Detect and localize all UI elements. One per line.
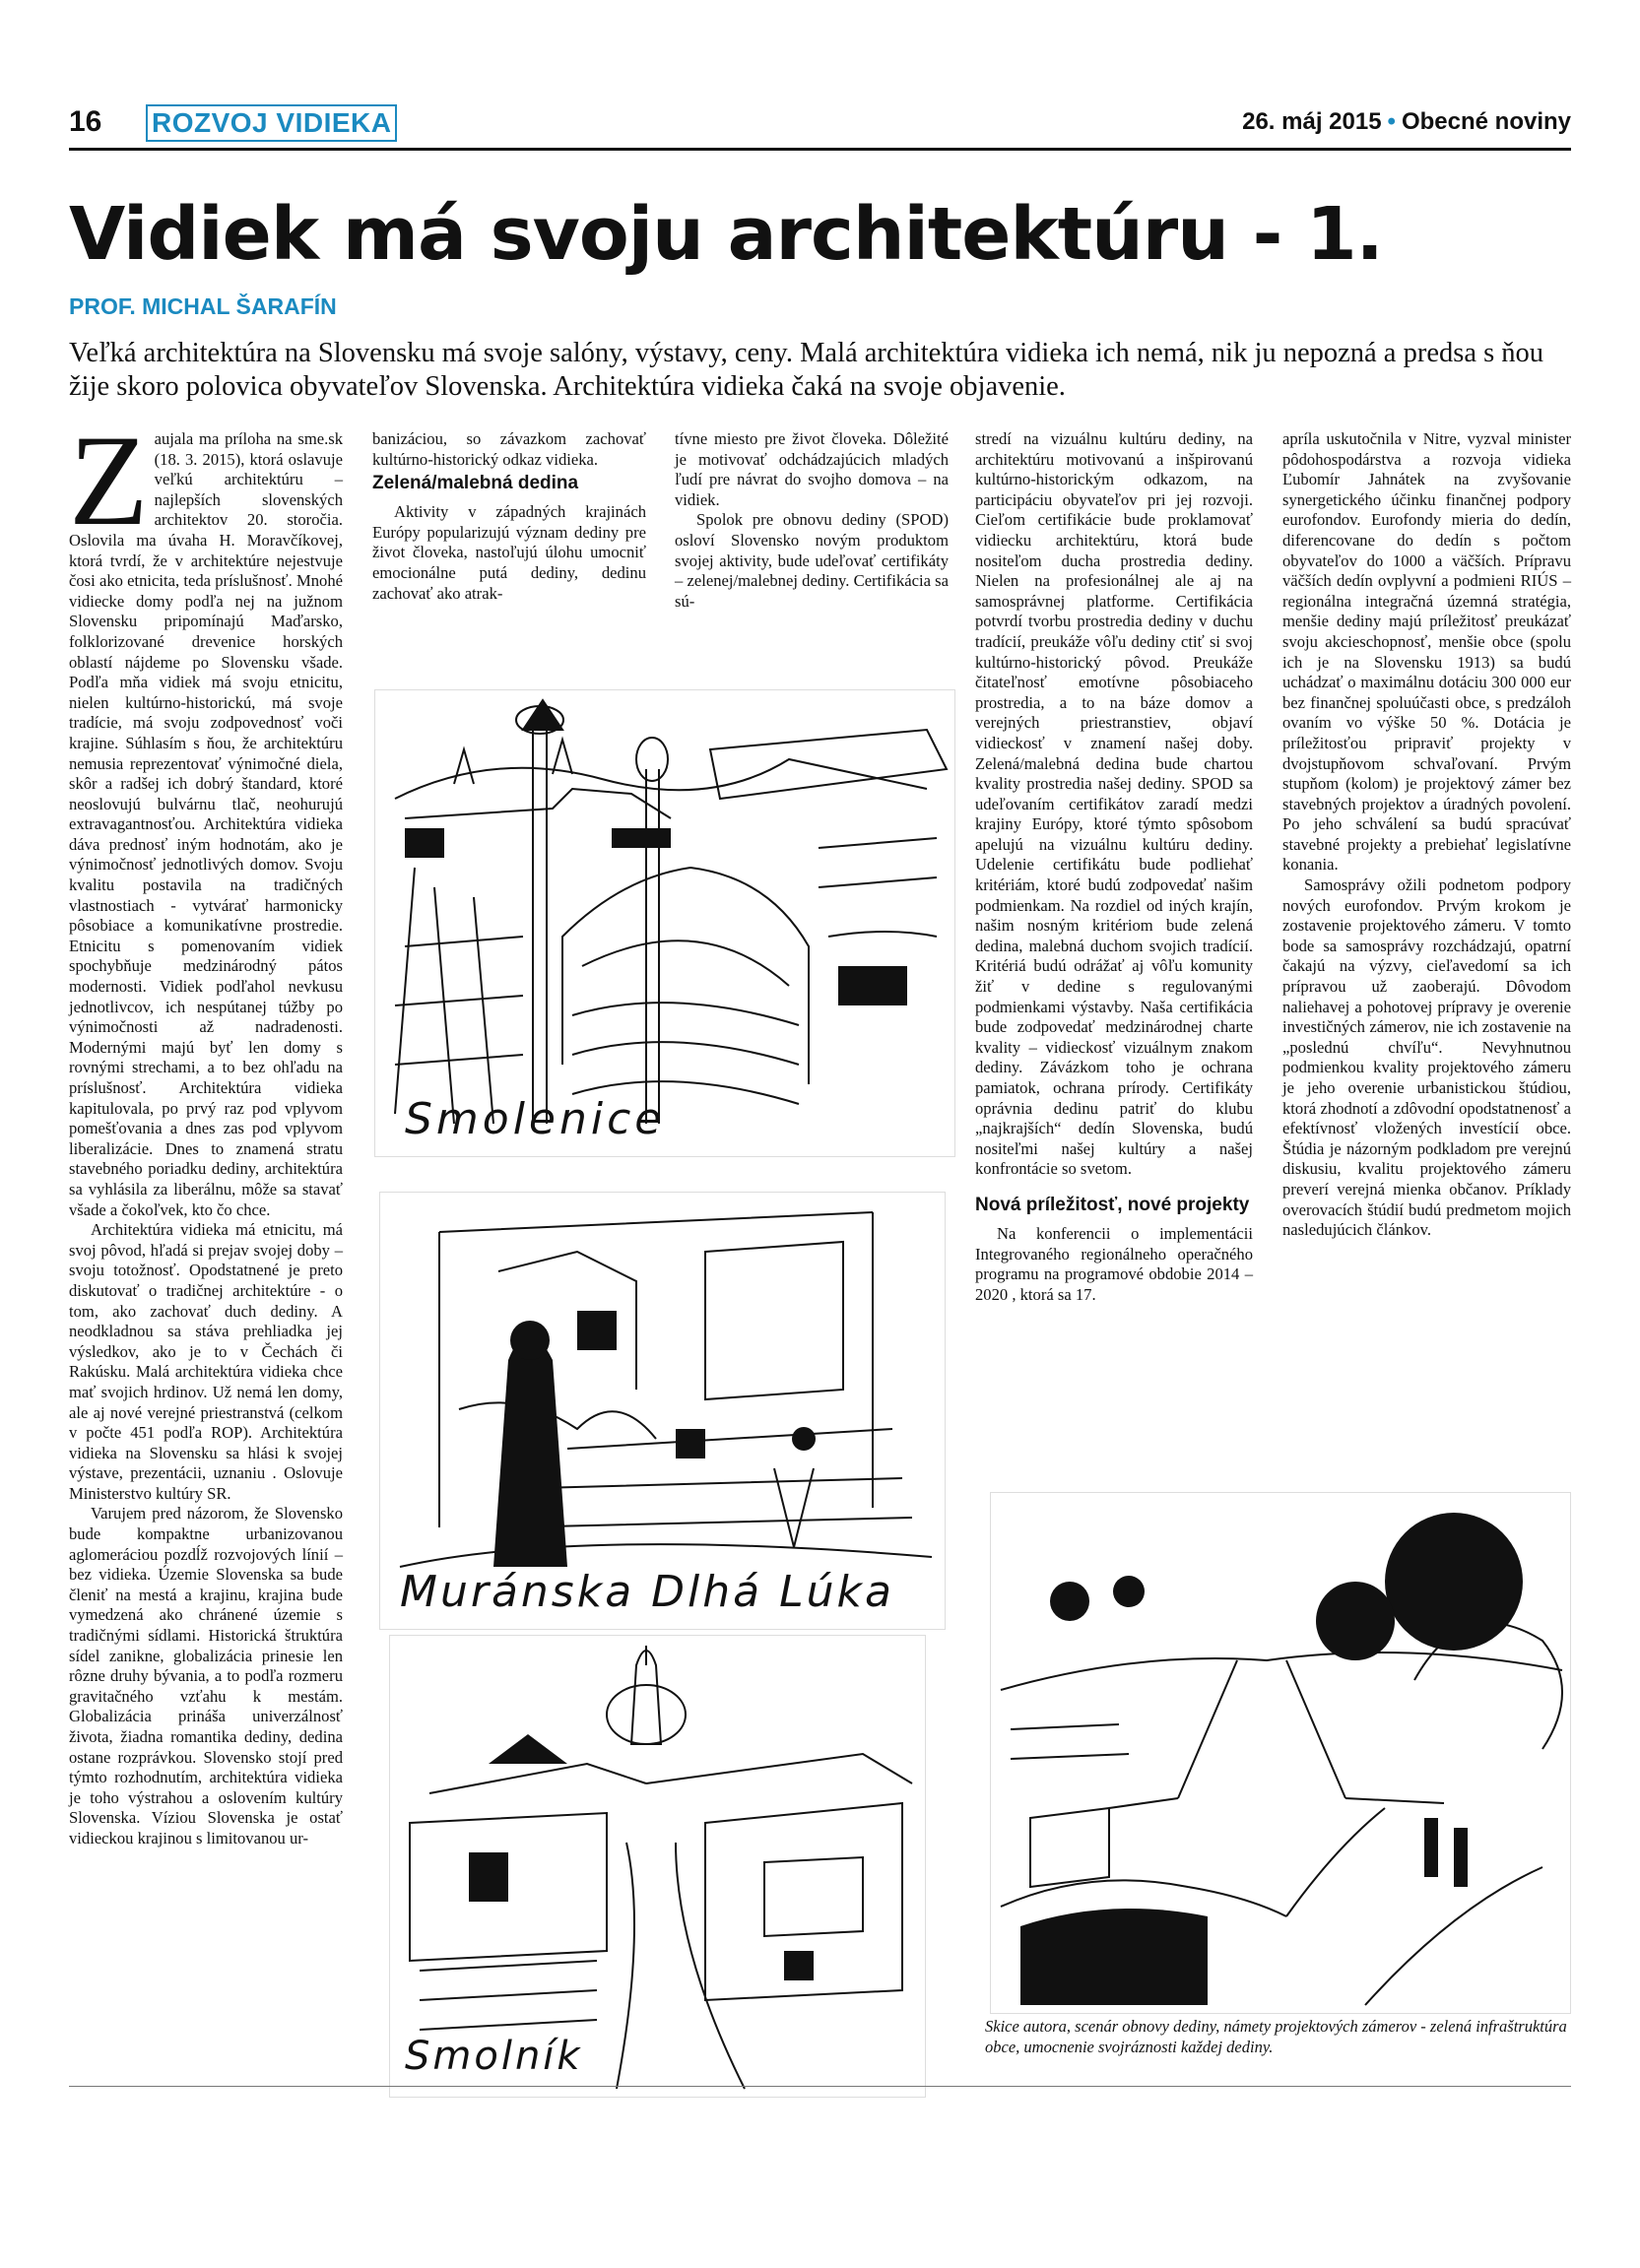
bottom-rule	[69, 2086, 1571, 2087]
dateline	[1242, 106, 1571, 138]
sketch-smolnik-drawing	[390, 1636, 925, 2097]
sketch-label-muranska: Muránska Dlhá Lúka	[400, 1567, 894, 1617]
article-lead: Veľká architektúra na Slovensku má svoje salóny, výstavy, ceny. Malá architektúra vidieka ich nemá, nik ju nepozná a predsa s ňou žije skoro polovica obyvateľov Slovenska. Architektúra vidieka čaká na svoje objavenie.	[69, 338, 1544, 402]
col1-paragraph-2: Architektúra vidieka má etnicitu, má svoj pôvod, hľadá si prejav svojej doby – svoju totožnosť. Opodstatnené je preto diskutovať o tradičnej architektúre - o tom, ako zachovať duch dediny. A neodkladnou sa stáva prehliadka jej výsledkov, ako je to v Čechách či Rakúsku. Malá architektúra vidieka chce mať svojich hrdinov. Už nemá len domy, ale aj nové verejné priestranstvá (celkom v počte 451 podľa ROP). Architektúra vidieka na Slovensku sa hlási k svojej výstave, prezentácii, uznaniu . Oslovuje Ministerstvo kultúry SR.	[69, 1220, 343, 1503]
col4-paragraph-1: stredí na vizuálnu kultúru dediny, na architektúru motivovanú a inšpirovanú kultúrno-historickým odkazom, na participáciu obyvateľov pri jej rozvoji. Cieľom certifikácie bude proklamovať vidiecku architektúru, ktorá bude nositeľom ducha prostredia dediny. Nielen na profesionálnej ale aj na samosprávnej platforme. Certifikácia potvrdí tvorbu prostredia dediny v duchu tradícií, preukáže vôľu dediny ctiť si svoj kultúrno-historický pôvod. Preukáže čitateľnosť emotívne pôsobiaceho prostredia, a to na báze domov a verejných priestranstiev, objaví vidieckosť v znamení našej doby. Zelená/malebná dedina bude chartou kvality prostredia našej dediny. SPOD sa udeľovaním certifikátov zaradí medzi krajiny Európy, ktoré týmto spôsobom apelujú na vizuálnu kultúru dediny. Udelenie certifikátu bude podliehať kritériám, ktoré budú zodpovedať našim podmienkam. Na rozdiel od iných krajín, našim nosným kritériom bude zelená dedina, malebná duchom svojich tradícií. Kritériá budú odrážať aj vôľu komunity žiť v dedine s regulovanými podmienkami výstavby. Naša certifikácia bude zodpovedať medzinárodnej charte kvality – vidieckosť vizuálnym znakom dediny. Závázkom toho je ochrana pamiatok, ochrana prírody. Certifikáty oprávnia dedinu patriť do klubu „najkrajších“ dedín Slovenska, budú nositeľmi našej kultúry a našej konfrontácie so svetom.	[975, 429, 1253, 1179]
column-5	[1282, 429, 1571, 1241]
sketch-muranska-drawing	[380, 1193, 945, 1629]
column-4	[975, 429, 1253, 1305]
issue-date: 26. máj 2015	[1242, 108, 1382, 135]
col5-paragraph-1: apríla uskutočnila v Nitre, vyzval minister pôdohospodárstva a rozvoja vidieka Ľubomír Jahnátek na zvyšovanie synergetického účinku finančnej podpory eurofondov. Eurofondy mieria do dedín, diferencovane do dedín s počtom obyvateľov do 1000 a väčších. Prípravu väčších dedín ovplyvní a podmieni RIÚS – regionálna integračná územná stratégia, menšie dediny majú príležitosť preukázať svoju akcieschopnosť, menšie obce (spolu ich je na Slovensku 1913) sa budú uchádzať o maximálnu dotáciu 300 000 eur bez finančnej spoluúčasti obce, s predzáloh ovaním vo výške 50 %. Dotácia je príležitosťou pripraviť projekty v dvojstupňovom schvaľovaní. Prvým stupňom (kolom) je projektový zámer bez stavebných projektov a úradných povolení. Po jeho schválení sa budú spracúvať stavebné projekty a prebiehať legislatívne konania.	[1282, 429, 1571, 875]
sketch-smolenice-drawing	[375, 690, 954, 1156]
sketch-caption: Skice autora, scenár obnovy dediny, námety projektových zámerov - zelená infraštruktúra obce, umocnenie svojráznosti každej dediny.	[985, 2017, 1567, 2056]
sketch-label-smolenice: Smolenice	[405, 1094, 666, 1144]
sketch-muranska-dlha-luka	[379, 1192, 946, 1630]
sketch-village-drawing	[991, 1493, 1570, 2013]
sketch-village-scene	[990, 1492, 1571, 2014]
col1-paragraph-3: Varujem pred názorom, že Slovensko bude kompaktne urbanizovanou aglomeráciou pozdĺž rozvojových línií – bez vidieka. Územie Slovenska sa bude členiť na mestá a krajinu, krajina bude vymedzená ako chránené územie s tradičnými sídlami. Historická štruktúra sídel zanikne, globalizácia prinesie len rôzne druhy bývania, a to podľa rozmeru gravitačného vzťahu k mestám. Globalizácia prináša univerzálnosť života, žiadna romantika dediny, dedina ostane rozprávkou. Slovensko stojí pred týmto rozhodnutím, architektúra vidieka je toho výstrahou a oslovením kultúry Slovenska. Víziou Slovenska je ostať vidieckou krajinou s limitovanou ur-	[69, 1504, 343, 1847]
page-number: 16	[69, 105, 102, 138]
headline: Vidiek má svoju architektúru - 1.	[69, 192, 1383, 277]
col5-paragraph-2: Samosprávy ožili podnetom podpory nových eurofondov. Prvým krokom je zostavenie projektového zámeru. V tomto bode sa samosprávy rozchádzajú, opatrní čakajú na výzvy, cieľavedomí sa ich prípravou už zaoberajú. Dôvodom naliehavej a pohotovej prípravy je overenie investičných zámerov, nie ich zostavenie na „poslednú chvíľu“. Nevyhnutnou podmienkou kvality projektového zámeru je jeho overenie urbanistickou štúdiou, ktorá zhodnotí a zdôvodní opodstatnenosť a efektívnosť vložených investícií obce. Štúdia je názorným podkladom pre verejnú diskusiu, kvalitu projektového zámeru preverí verejná mienka občanov. Príklady overovacích štúdií budú predmetom mojich nasledujúcich článkov.	[1282, 875, 1571, 1240]
col2-paragraph-2: Aktivity v západných krajinách Európy popularizujú význam dediny pre život človeka, nastoľujú úlohu umocniť emocionálne putá dediny, dedinu zachovať ako atrak-	[372, 502, 646, 603]
bullet-separator: •	[1387, 108, 1396, 135]
col2-paragraph-1: banizáciou, so závazkom zachovať kultúrno-historický odkaz vidieka.	[372, 429, 646, 469]
col4-paragraph-2: Na konferencii o implementácii Integrovaného regionálneho operačného programu na programové obdobie 2014 – 2020 , ktorá sa 17.	[975, 1223, 1253, 1304]
sketch-smolenice	[374, 689, 955, 1157]
drop-cap: Z	[69, 408, 149, 552]
subhead-nova-prilezitost: Nová príležitosť, nové projekty	[975, 1194, 1250, 1215]
sketch-smolnik	[389, 1635, 926, 2098]
col3-paragraph-1: tívne miesto pre život človeka. Dôležité je motivovať odchádzajúcich mladých ľudí pre návrat do svojho domova – na vidiek.	[675, 429, 949, 509]
sketch-label-smolnik: Smolník	[405, 2034, 583, 2079]
col1-paragraph-1: aujala ma príloha na sme.sk (18. 3. 2015), ktorá oslavuje veľkú architektúru – najlepších slovenských architektov 20. storočia. Oslovila ma úvaha H. Moravčíkovej, ktorá tvrdí, že v architektúre nejestvuje čosi ako etnicita, teda príslušnosť. Mnohé vidiecke domy podľa nej na južnom Slovensku pripomínajú Maďarsko, folklorizované drevenice horských oblastí nájdeme po Slovensku všade. Podľa mňa vidiek má svoju etnicitu, nielen kultúrno-historickú, má svoje tradície, má svoju zodpovednosť voči krajine. Súhlasím s ňou, že architektúru nemusia reprezentovať výnimočné diela, skôr a radšej ich dobrý štandard, ktoré neoslovujú bulvárnu tlač, neohurujú extravagantnosťou. Architektúra vidieka dáva prednosť iným hodnotám, ako je výnimočnosť jednotlivých domov. Svoju kvalitu postavila na tradičných vlastnostiach - vytvárať harmonicky pôsobiace a komunikatívne prostredie. Etnicitu s pomenovaním vidiek spochybňuje medzinárodný pátos modernosti. Vidiek podľahol nevkusu jednotlivcov, ich nespútanej túžby po výnimočnosti až nadradenosti. Modernými majú byť len domy s rovnými strechami, a to bez ohľadu na príslušnosť. Architektúra vidieka kapitulovala, po prvý raz pod vplyvom pomešťovania a dnes zas pod vplyvom liberalizácie. Dnes to znamená stratu stavebného poriadku dediny, architektúra sa vyhlásila za liberálnu, môže sa stavať všade a čokoľvek, kto čo chce.	[69, 429, 343, 1219]
publication-name: Obecné noviny	[1401, 108, 1571, 135]
column-2	[372, 429, 646, 604]
header-rule	[69, 148, 1571, 151]
col3-paragraph-2: Spolok pre obnovu dediny (SPOD) osloví Slovensko novým produktom svojej aktivity, bude udeľovať certifikáty – zelenej/malebnej dediny. Certifikácia sa sú-	[675, 510, 949, 611]
subhead-zelena-dedina: Zelená/malebná dedina	[372, 473, 579, 494]
column-1	[69, 408, 343, 1849]
author-byline: PROF. MICHAL ŠARAFÍN	[69, 293, 337, 319]
section-label: ROZVOJ VIDIEKA	[146, 104, 397, 142]
column-3	[675, 429, 949, 612]
page-header	[69, 104, 1571, 150]
